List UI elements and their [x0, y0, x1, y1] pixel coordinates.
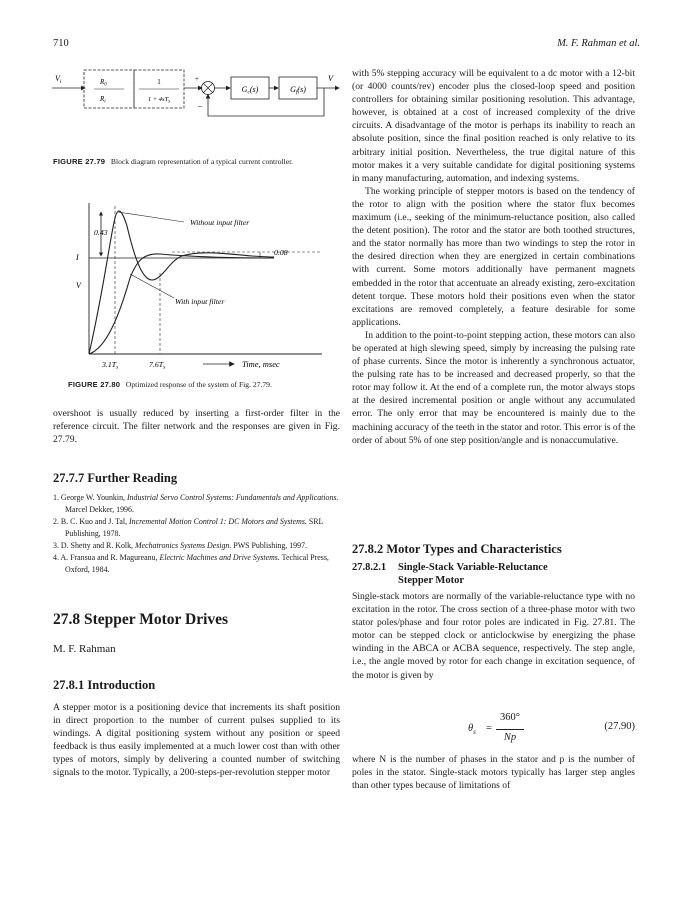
- output-label: V: [328, 74, 333, 83]
- label-final-overshoot: 0.08: [274, 248, 288, 257]
- introduction-paragraph: A stepper motor is a positioning device that increments its shaft position in direct proportion to the number of current pulses supplied to its windings. A digital positioning system without any position or speed feedback is thus easily implemented at a much lower cost than with other types of motors, simply by delivering a counted number of switching signals to the motor. Typically, a 200-steps-per-revolution stepper motor: [53, 702, 340, 779]
- equation-equals: =: [486, 723, 492, 734]
- sum-plus: +: [195, 75, 199, 83]
- filter-numerator: 1: [157, 78, 161, 86]
- reference-item: 1. George W. Younkin, Industrial Servo Control Systems: Fundamentals and Applications. Marcel Dekker, 1996.: [53, 493, 339, 514]
- single-stack-body: [352, 590, 635, 682]
- label-overshoot: 0.43: [94, 228, 108, 237]
- right-paragraph-4: Single-stack motors are normally of the variable-reluctance type with no excitation in the rotor. The cross section of a three-phase motor with two stator poles/phase and four rotor poles are indicated in Fig. 27.81. The motor can be stepped clock or anticlockwise by energizing the phase winding in the ABCA or ACBA sequence, respectively. The step angle, i.e., the angle moved by rotor for each change in excitation sequence, of the motor is given by: [352, 591, 635, 681]
- label-voltage: V: [76, 281, 81, 290]
- response-without-filter: [89, 211, 274, 354]
- response-plot-figure: [52, 198, 342, 373]
- right-column-top: [352, 67, 635, 447]
- right-paragraph-5: where N is the number of phases in the stator and p is the number of poles in the stator. Single-stack motors typically has larger step angles than other types because of limitations of: [352, 754, 635, 792]
- reference-item: 2. B. C. Kuo and J. Tal, Incremental Motion Control 1: DC Motors and Systems. SRL Publishing, 1978.: [53, 517, 324, 538]
- figure-80-caption: FIGURE 27.80 Optimized response of the system of Fig. 27.79.: [68, 380, 272, 389]
- left-column-top: [53, 407, 340, 446]
- plant-label: Gf(s): [290, 85, 306, 96]
- overshoot-paragraph: overshoot is usually reduced by inserting a first-order filter in the reference circuit. The filter network and the responses are given in Fig. 27.79.: [53, 408, 340, 446]
- right-column-bottom: [352, 753, 635, 792]
- controller-label: Gc(s): [241, 85, 259, 96]
- time-axis-label: Time, msec: [242, 359, 280, 369]
- equation-27-90: [465, 712, 635, 748]
- motor-types-heading: 27.8.2 Motor Types and Characteristics: [352, 542, 562, 556]
- page-number: 710: [53, 38, 69, 49]
- right-paragraph-2: The working principle of stepper motors is based on the tendency of the rotor to align with the position where the stator flux becomes maximum (i.e., seeking of the minimum-reluctance position, also called the detent position). The rotor and the stator are both toothed structures, and the stator normally has more than two windings to step the rotor in the desired direction when they are energized in certain combinations with current. Some motors additionally have permanent magnets embedded in the rotor that accentuate an already existing, zero-excitation detent torque. These motors hold their positions even when the stator excitations are removed completely, a feature desirable for some applications.: [352, 185, 635, 328]
- equation-lhs: $\theta_s$: [468, 723, 476, 737]
- right-paragraph-1: with 5% stepping accuracy will be equivalent to a dc motor with a 12-bit (or 4000 counts/rev) encoder plus the closed-loop speed and position controllers for obtaining similar positioning resolution. This advantage, however, is obtained at a cost of increased complexity of the drive circuits. A disadvantage of the motor is perhaps its inability to reach an absolute position, since the final position reached is only relative to its arbitrary initial position. Nevertheless, the true digital nature of this motor makes it a very suitable candidate for digital positioning systems in many manufacturing, automation, and indexing systems.: [352, 68, 635, 184]
- reference-item: 4. A. Fransua and R. Magureanu, Electric Machines and Drive Systems. Techical Press, Oxford, 1984.: [53, 553, 329, 574]
- introduction-body: [53, 701, 340, 780]
- tick-label-2: 7.6Ts: [149, 360, 166, 371]
- gain-denominator: $R_i$: [100, 95, 106, 105]
- further-reading-heading: 27.7.7 Further Reading: [53, 471, 178, 485]
- section-heading: 27.8 Stepper Motor Drives: [53, 611, 229, 628]
- equation-denominator: Np: [503, 732, 517, 743]
- label-without-filter: Without input filter: [190, 218, 250, 227]
- sum-minus: –: [198, 101, 202, 110]
- single-stack-heading: 27.8.2.1 Single-Stack Variable-Reluctance Stepper Motor: [352, 562, 548, 586]
- introduction-heading: 27.8.1 Introduction: [53, 678, 156, 692]
- running-title: M. F. Rahman et al.: [557, 38, 640, 49]
- figure-79-caption: FIGURE 27.79 Block diagram representation of a typical current controller.: [53, 157, 294, 166]
- tick-label-1: 3.1Ts: [102, 360, 119, 371]
- reference-item: 3. D. Shetty and R. Kolk, Mechatronics Systems Design. PWS Publishing, 1997.: [53, 541, 307, 550]
- equation-fraction-bar: [496, 729, 524, 730]
- filter-denominator: $1 + 4sT_s$: [147, 96, 171, 105]
- label-with-filter: With input filter: [175, 297, 225, 306]
- block-diagram-figure: [52, 64, 342, 124]
- label-current: I: [76, 253, 79, 262]
- input-label: $V_i$: [55, 74, 62, 85]
- section-author: M. F. Rahman: [53, 643, 116, 655]
- right-paragraph-3: In addition to the point-to-point stepping action, these motors can also be operated at high slewing speed, simply by increasing the pulsing rate of phase currents. Since the motor is inherently a synchronous actuator, the pulsing rate has to be increased and decreased properly, so that the rotor may follow it. At the end of a complete run, the motor always stops at the desired incremental position or angle without any accumulated error. The only error that may be encountered is mainly due to the machining accuracy of the teeth in the stator and rotor. This error is of the order of about 5% of one step position/angle and is nonaccumulative.: [352, 329, 636, 446]
- equation-number: (27.90): [604, 721, 635, 732]
- equation-numerator: 360°: [500, 712, 520, 723]
- reference-list: [53, 492, 340, 576]
- gain-numerator: $R_0$: [100, 78, 107, 88]
